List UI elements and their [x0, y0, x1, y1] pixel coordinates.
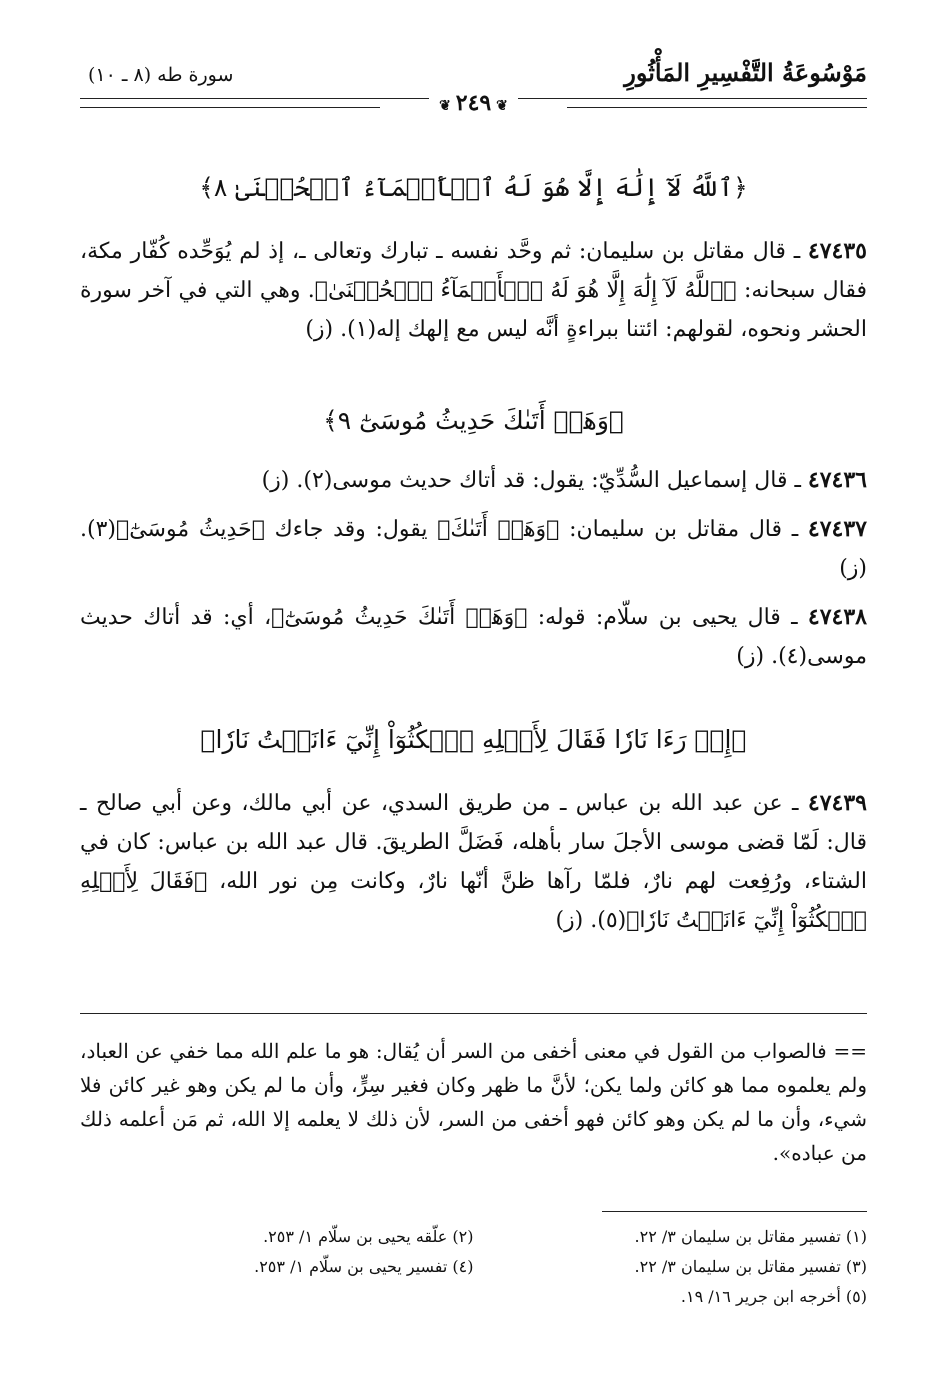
- page-number: [429, 90, 518, 116]
- narration-text: ـ قال مقاتل بن سليمان: ثم وحَّد نفسه ـ تبارك وتعالى ـ، إذ لم يُوَحِّده كُفّار مكة، فقال سبحانه: ﴿ٱللَّهُ لَآ إِلَٰهَ إِلَّا هُوَ لَهُ ٱلۡأَسۡمَآءُ ٱلۡحُسۡنَىٰ﴾. وهي التي في آخر سورة الحشر ونحوه، لقولهم: ائتنا ببراءةٍ أنَّه ليس مع إلهك إله(١). (ز): [80, 239, 867, 342]
- narration: [80, 598, 867, 676]
- narration-number: ٤٧٤٣٩: [807, 790, 867, 816]
- narration-text: ـ قال يحيى بن سلّام: قوله: ﴿وَهَلۡ أَتَىٰكَ حَدِيثُ مُوسَىٰٓ﴾، أي: قد أتاك حديث موسى(٤). (ز): [80, 605, 867, 669]
- footnote: (٣) تفسير مقاتل بن سليمان ٣/ ٢٢.: [634, 1257, 867, 1276]
- verse-heading: ﴿وَهَلۡ أَتَىٰكَ حَدِيثُ مُوسَىٰٓ ٩﴾: [323, 406, 624, 435]
- ornament-icon: ❦: [439, 98, 456, 114]
- footnote: (٢) علّقه يحيى بن سلّام ١/ ٢٥٣.: [263, 1227, 474, 1246]
- narration: [80, 232, 867, 349]
- narration-number: ٤٧٤٣٧: [807, 516, 867, 542]
- book-title: مَوْسُوعَةُ التَّفْسِيرِ المَأْثُورِ: [624, 58, 867, 87]
- narration-text: ـ قال إسماعيل السُّدِّيّ: يقول: قد أتاك حديث موسى(٢). (ز): [261, 468, 801, 493]
- narration-text: ـ عن عبد الله بن عباس ـ من طريق السدي، عن أبي مالك، وعن أبي صالح ـ قال: لَمّا قضى موسى الأجلَ سار بأهله، فَضَلَّ الطريقَ. قال عبد الله بن عباس: كان في الشتاء، ورُفِعت لهم نارٌ، فلمّا رآها ظنَّ أنّها نارٌ، وكانت مِن نور الله، ﴿فَقَالَ لِأَهۡلِهِ ٱمۡكُثُوٓاْ إِنِّيٓ ءَانَسۡتُ نَارٗا﴾(٥). (ز): [80, 791, 867, 933]
- footnote: (٤) تفسير يحيى بن سلّام ١/ ٢٥٣.: [254, 1257, 474, 1276]
- narration: [80, 510, 867, 588]
- page-number-wrap: [0, 90, 947, 116]
- narration-text: ـ قال مقاتل بن سليمان: ﴿وَهَلۡ أَتَىٰكَ﴾ يقول: وقد جاءك ﴿حَدِيثُ مُوسَىٰٓ﴾(٣). (ز): [80, 517, 867, 581]
- footnote: (١) تفسير مقاتل بن سليمان ٣/ ٢٢.: [634, 1227, 867, 1246]
- main-content: [80, 160, 867, 940]
- ornament-icon: ❦: [491, 98, 508, 114]
- narration-number: ٤٧٤٣٨: [807, 604, 867, 630]
- footnote: (٥) أخرجه ابن جرير ١٦/ ١٩.: [680, 1287, 867, 1306]
- continued-footnote: == فالصواب من القول في معنى أخفى من السر أن يُقال: هو ما علم الله مما خفي عن العباد، ولم يعلموه مما هو كائن ولما يكن؛ لأنَّ ما ظهر وكان فغير سِرٍّ، وأن ما لم يكن وهو غير كائن فلا شيء، وأن ما لم يكن وهو كائن فهو أخفى من السر، لأن ذلك لا يعلمه إلا الله، ثم مَن أعلمه ذلك من عباده».: [80, 1039, 867, 1165]
- footnote-rule: [602, 1211, 867, 1212]
- verse-heading: ﴿ٱللَّهُ لَآ إِلَٰهَ إِلَّا هُوَ لَهُ ٱلۡأَسۡمَآءُ ٱلۡحُسۡنَىٰ ٨﴾: [199, 173, 748, 202]
- page-number-text: ٢٤٩: [455, 90, 492, 116]
- narration: [80, 784, 867, 940]
- footnote-row: [80, 1252, 867, 1282]
- footnote-row: [80, 1282, 867, 1312]
- narration-number: ٤٧٤٣٥: [807, 238, 867, 264]
- footnote-row: [80, 1222, 867, 1252]
- narration: [80, 461, 867, 500]
- surah-range: سورة طه (٨ ـ ١٠): [88, 64, 234, 86]
- footnotes: [80, 1222, 867, 1312]
- verse-heading: ﴿إِذۡ رَءَا نَارٗا فَقَالَ لِأَهۡلِهِ ٱمۡكُثُوٓاْ إِنِّيٓ ءَانَسۡتُ نَارٗا﴾: [200, 725, 747, 754]
- footnote-separator: [80, 1013, 867, 1014]
- narration-number: ٤٧٤٣٦: [807, 467, 867, 493]
